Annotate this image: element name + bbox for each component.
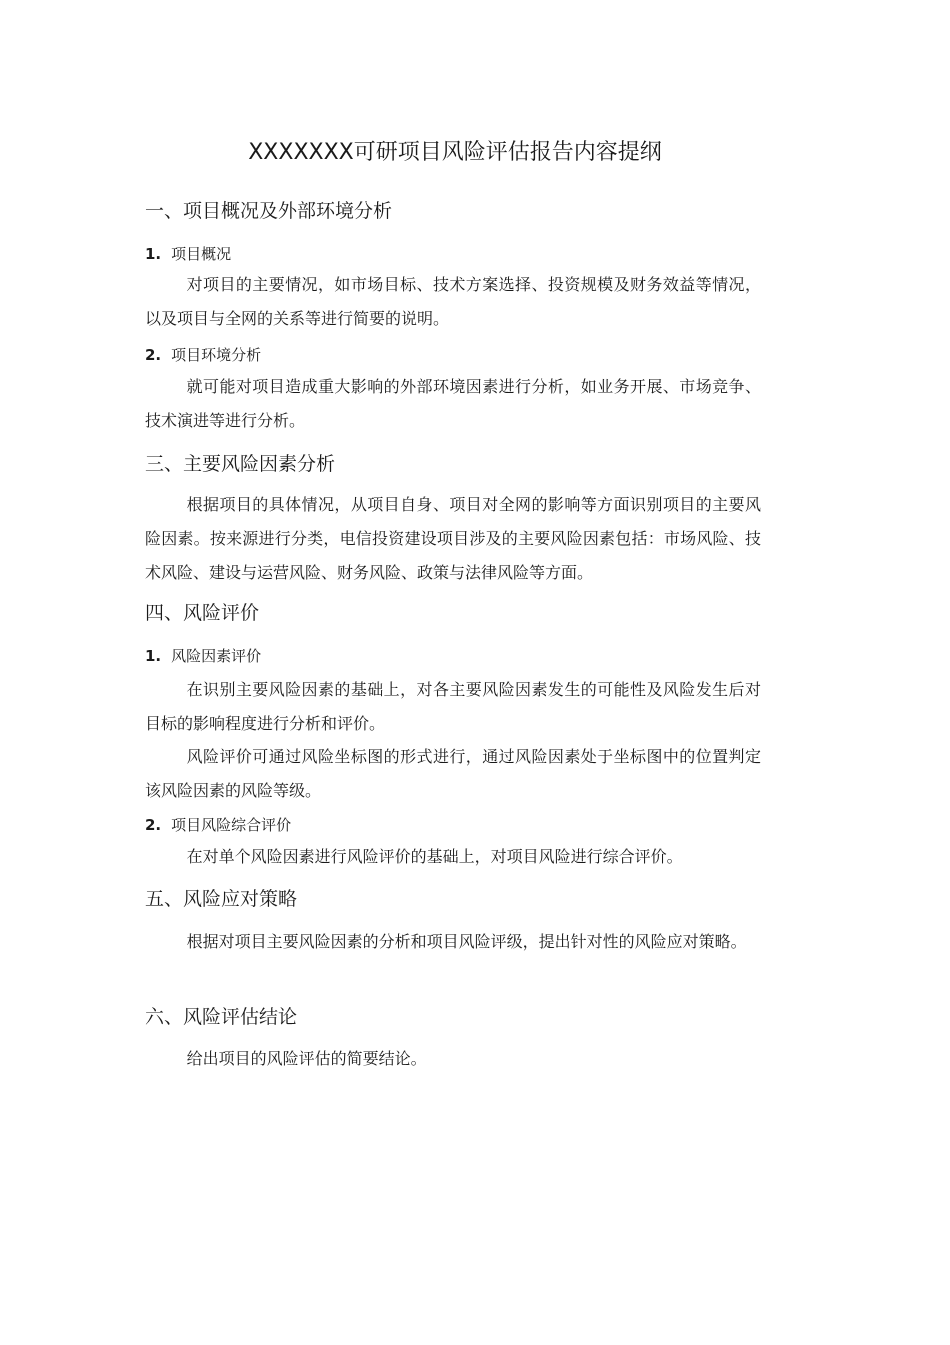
subsection-heading-factor-evaluation xyxy=(145,644,261,668)
subsection-number: 2. xyxy=(145,346,162,364)
subsection-label: 项目风险综合评价 xyxy=(171,816,292,834)
subsection-heading-environment xyxy=(145,343,261,367)
paragraph-comprehensive-evaluation: 在对单个风险因素进行风险评价的基础上，对项目风险进行综合评价。 xyxy=(186,847,683,866)
section-heading-overview: 一、项目概况及外部环境分析 xyxy=(145,200,393,222)
paragraph-environment-analysis: 就可能对项目造成重大影响的外部环境因素进行分析，如业务开展、市场竞争、技术演进等进行分析。 xyxy=(145,377,761,430)
paragraph-factor-evaluation: 在识别主要风险因素的基础上，对各主要风险因素发生的可能性及风险发生后对目标的影响程度进行分析和评价。 xyxy=(145,680,761,733)
subsection-number: 2. xyxy=(145,816,162,834)
section-heading-conclusion: 六、风险评估结论 xyxy=(145,1006,298,1028)
subsection-heading-project-overview xyxy=(145,242,231,266)
section-heading-risk-evaluation: 四、风险评价 xyxy=(145,602,260,624)
subsection-label: 风险因素评价 xyxy=(171,647,262,665)
paragraph-response-strategy: 根据对项目主要风险因素的分析和项目风险评级，提出针对性的风险应对策略。 xyxy=(186,932,747,951)
paragraph-conclusion: 给出项目的风险评估的简要结论。 xyxy=(186,1049,427,1068)
document-title: XXXXXXX可研项目风险评估报告内容提纲 xyxy=(248,140,662,165)
section-heading-response-strategy: 五、风险应对策略 xyxy=(145,888,298,910)
section-heading-risk-factors: 三、主要风险因素分析 xyxy=(145,453,336,475)
subsection-label: 项目概况 xyxy=(171,245,232,263)
paragraph-risk-factors: 根据项目的具体情况，从项目自身、项目对全网的影响等方面识别项目的主要风险因素。按来源进行分类，电信投资建设项目涉及的主要风险因素包括：市场风险、技术风险、建设与运营风险、财务风险、政策与法律风险等方面。 xyxy=(145,495,761,582)
subsection-number: 1. xyxy=(145,647,162,665)
subsection-label: 项目环境分析 xyxy=(171,346,262,364)
subsection-number: 1. xyxy=(145,245,162,263)
subsection-heading-comprehensive-evaluation xyxy=(145,813,291,837)
paragraph-risk-coordinate-chart: 风险评价可通过风险坐标图的形式进行，通过风险因素处于坐标图中的位置判定该风险因素的风险等级。 xyxy=(145,747,761,800)
paragraph-project-overview: 对项目的主要情况，如市场目标、技术方案选择、投资规模及财务效益等情况，以及项目与全网的关系等进行简要的说明。 xyxy=(145,275,761,328)
